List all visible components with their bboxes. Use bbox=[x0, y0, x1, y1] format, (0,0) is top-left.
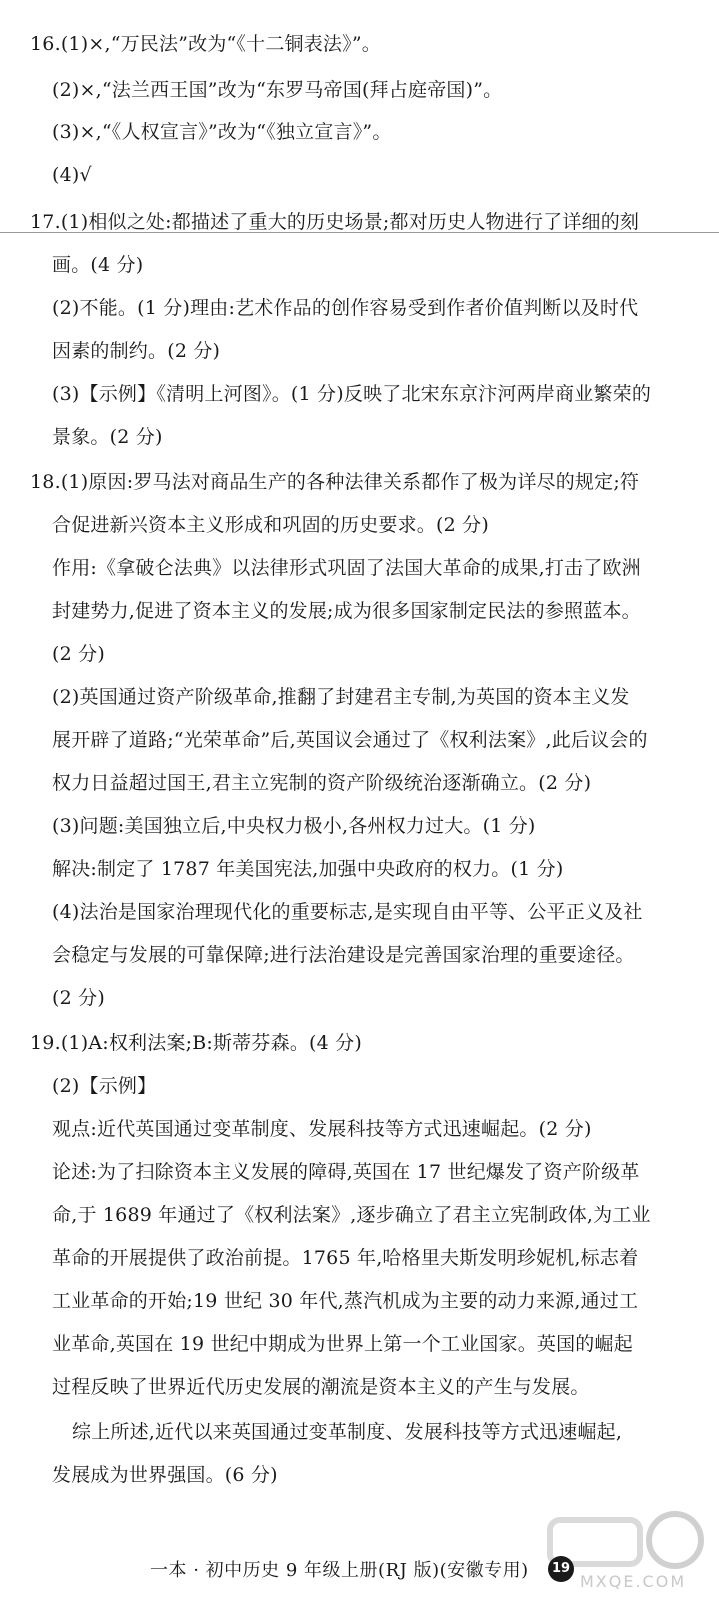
page-footer bbox=[0, 1556, 719, 1586]
answer-line: 发展成为世界强国。(6 分) bbox=[52, 1464, 278, 1486]
answer-line: (4)√ bbox=[52, 164, 92, 186]
answer-line: (4)法治是国家治理现代化的重要标志,是实现自由平等、公平正义及社 bbox=[52, 901, 643, 923]
watermark-text: MXQE.COM bbox=[580, 1572, 687, 1591]
answer-line: 17.(1)相似之处:都描述了重大的历史场景;都对历史人物进行了详细的刻 bbox=[30, 211, 640, 233]
answer-line: 观点:近代英国通过变革制度、发展科技等方式迅速崛起。(2 分) bbox=[52, 1118, 592, 1140]
answer-line: 展开辟了道路;“光荣革命”后,英国议会通过了《权利法案》,此后议会的 bbox=[52, 729, 648, 751]
answer-line: 命,于 1689 年通过了《权利法案》,逐步确立了君主立宪制政体,为工业 bbox=[52, 1204, 651, 1226]
page-number-badge: 19 bbox=[548, 1556, 574, 1582]
answer-line: 18.(1)原因:罗马法对商品生产的各种法律关系都作了极为详尽的规定;符 bbox=[30, 471, 640, 493]
answer-line: 综上所述,近代以来英国通过变革制度、发展科技等方式迅速崛起, bbox=[72, 1421, 623, 1443]
answer-line: (3)问题:美国独立后,中央权力极小,各州权力过大。(1 分) bbox=[52, 815, 536, 837]
answer-line: 业革命,英国在 19 世纪中期成为世界上第一个工业国家。英国的崛起 bbox=[52, 1333, 633, 1355]
answer-line: 景象。(2 分) bbox=[52, 426, 163, 448]
answer-line: (2)【示例】 bbox=[52, 1075, 157, 1097]
answer-line: 会稳定与发展的可靠保障;进行法治建设是完善国家治理的重要途径。 bbox=[52, 944, 635, 966]
answer-line: (3)【示例】《清明上河图》。(1 分)反映了北宋东京汴河两岸商业繁荣的 bbox=[52, 383, 652, 405]
answer-line: (2 分) bbox=[52, 987, 105, 1009]
footer-title: 一本 · 初中历史 9 年级上册(RJ 版)(安徽专用) bbox=[150, 1560, 529, 1581]
answer-line: 论述:为了扫除资本主义发展的障碍,英国在 17 世纪爆发了资产阶级革 bbox=[52, 1161, 640, 1183]
answer-line: 过程反映了世界近代历史发展的潮流是资本主义的产生与发展。 bbox=[52, 1376, 590, 1398]
answer-line: (2)英国通过资产阶级革命,推翻了封建君主专制,为英国的资本主义发 bbox=[52, 686, 630, 708]
answer-line: (2 分) bbox=[52, 643, 105, 665]
answer-line: 因素的制约。(2 分) bbox=[52, 340, 221, 362]
answer-line: 解决:制定了 1787 年美国宪法,加强中央政府的权力。(1 分) bbox=[52, 858, 564, 880]
answer-line: (2)×,“法兰西王国”改为“东罗马帝国(拜占庭帝国)”。 bbox=[52, 79, 503, 101]
answer-line: 16.(1)×,“万民法”改为“《十二铜表法》”。 bbox=[30, 33, 381, 55]
answer-line: 19.(1)A:权利法案;B:斯蒂芬森。(4 分) bbox=[30, 1032, 362, 1054]
answer-line: (3)×,“《人权宣言》”改为“《独立宣言》”。 bbox=[52, 121, 392, 143]
answer-line: 合促进新兴资本主义形成和巩固的历史要求。(2 分) bbox=[52, 514, 489, 536]
answer-line: 权力日益超过国王,君主立宪制的资产阶级统治逐渐确立。(2 分) bbox=[52, 772, 592, 794]
answer-line: 革命的开展提供了政治前提。1765 年,哈格里夫斯发明珍妮机,标志着 bbox=[52, 1247, 639, 1269]
answer-line: 画。(4 分) bbox=[52, 254, 144, 276]
answer-line: 工业革命的开始;19 世纪 30 年代,蒸汽机成为主要的动力来源,通过工 bbox=[52, 1290, 639, 1312]
answer-line: (2)不能。(1 分)理由:艺术作品的创作容易受到作者价值判断以及时代 bbox=[52, 297, 639, 319]
answer-line: 封建势力,促进了资本主义的发展;成为很多国家制定民法的参照蓝本。 bbox=[52, 600, 641, 622]
answer-line: 作用:《拿破仑法典》以法律形式巩固了法国大革命的成果,打击了欧洲 bbox=[52, 557, 641, 579]
